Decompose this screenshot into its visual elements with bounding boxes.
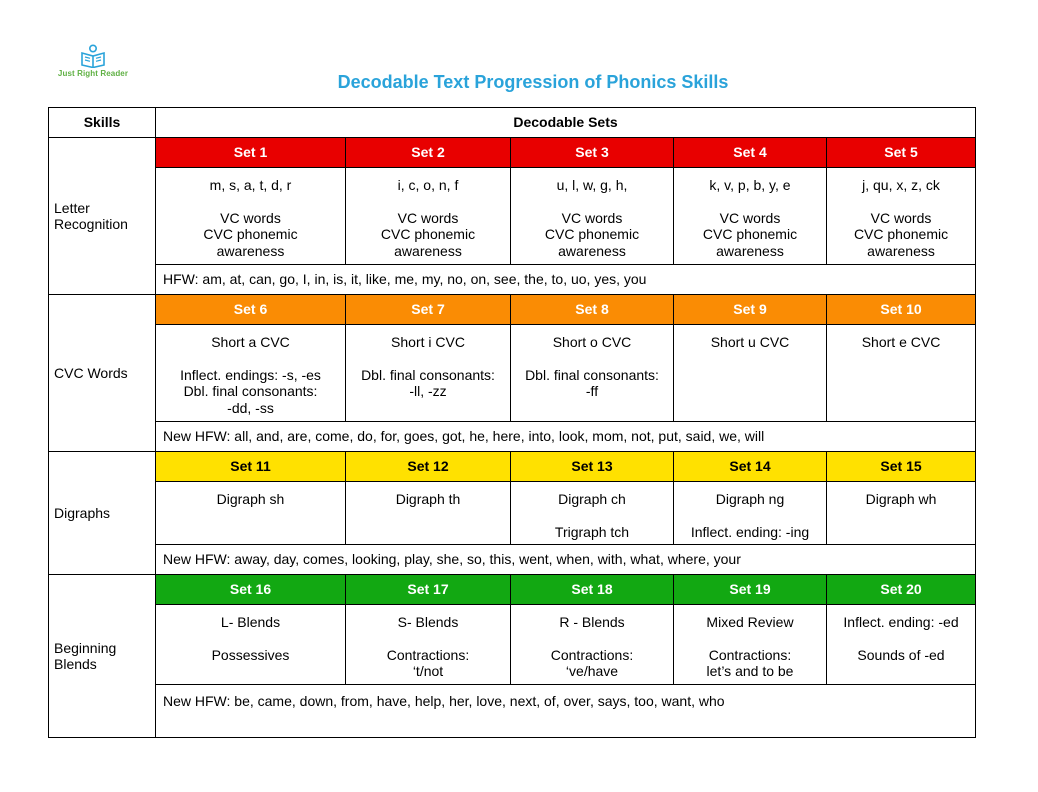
set-content (827, 482, 976, 545)
content-line: Digraph sh (216, 491, 285, 507)
set-content (674, 482, 827, 545)
set-header-row (49, 295, 976, 325)
set-header-row (49, 452, 976, 482)
set-header: Set 18 (511, 575, 674, 605)
set-header: Set 19 (674, 575, 827, 605)
set-content (827, 605, 976, 685)
content-line: Short e CVC (861, 334, 941, 350)
set-header: Set 13 (511, 452, 674, 482)
line-gap (346, 631, 510, 647)
content-line: CVC phonemic (544, 226, 640, 242)
content-line: Digraph ch (558, 491, 626, 507)
set-header: Set 3 (511, 138, 674, 168)
content-line: Mixed Review (706, 614, 794, 630)
skills-header: Skills (49, 108, 156, 138)
hfw-list: HFW: am, at, can, go, I, in, is, it, like, me, my, no, on, see, the, to, uo, yes, you (156, 265, 976, 295)
set-content (511, 325, 674, 422)
content-line: Possessives (211, 646, 290, 663)
set-content (674, 605, 827, 685)
content-line: VC words (397, 209, 459, 226)
content-line: i, c, o, n, f (397, 177, 459, 193)
set-header: Set 10 (827, 295, 976, 325)
page-title: Decodable Text Progression of Phonics Skills (337, 72, 729, 92)
content-line: -ll, -zz (409, 383, 447, 399)
set-content-row (49, 605, 976, 685)
set-content (511, 482, 674, 545)
skill-label: CVC Words (49, 295, 156, 452)
table-header-row (49, 108, 976, 138)
content-line: CVC phonemic (702, 226, 798, 242)
logo-text: Just Right Reader (57, 69, 129, 78)
content-line: Dbl. final consonants: (183, 383, 318, 399)
set-content (674, 325, 827, 422)
skill-label: Beginning Blends (49, 575, 156, 738)
content-line: ‘ve/have (565, 663, 619, 679)
set-header: Set 14 (674, 452, 827, 482)
content-line: -ff (585, 383, 599, 399)
hfw-row (49, 422, 976, 452)
content-line: Digraph wh (865, 491, 937, 507)
set-content (156, 482, 346, 545)
content-line: awareness (216, 242, 285, 259)
set-content (674, 168, 827, 265)
hfw-row (49, 545, 976, 575)
phonics-table (48, 107, 976, 738)
content-line: L- Blends (220, 614, 281, 630)
content-line: Contractions: (386, 646, 470, 663)
set-content (511, 605, 674, 685)
set-header-row (49, 138, 976, 168)
hfw-list: New HFW: all, and, are, come, do, for, goes, got, he, here, into, look, mom, not, put, said, we, will (156, 422, 976, 452)
set-content (346, 605, 511, 685)
content-line: awareness (716, 242, 784, 259)
hfw-row (49, 265, 976, 295)
content-line: u, l, w, g, h, (556, 177, 628, 193)
set-content (346, 482, 511, 545)
set-content (156, 605, 346, 685)
skill-label: Digraphs (49, 452, 156, 575)
content-line: Short u CVC (710, 334, 790, 350)
set-header: Set 15 (827, 452, 976, 482)
skill-label: Letter Recognition (49, 138, 156, 295)
content-line: CVC phonemic (853, 226, 949, 242)
content-line: Inflect. endings: -s, -es (180, 366, 321, 383)
line-gap (827, 631, 975, 647)
set-content (827, 168, 976, 265)
content-line: Contractions: (550, 646, 634, 663)
content-line: m, s, a, t, d, r (209, 177, 292, 193)
line-gap (156, 351, 345, 367)
content-line: Short i CVC (391, 334, 465, 350)
line-gap (827, 194, 975, 210)
content-line: j, qu, x, z, ck (862, 177, 940, 193)
line-gap (346, 351, 510, 367)
content-line: VC words (719, 209, 781, 226)
content-line: Trigraph tch (554, 523, 630, 540)
content-line: awareness (394, 242, 462, 259)
hfw-row (49, 685, 976, 738)
content-line: Digraph ng (715, 491, 785, 507)
line-gap (674, 508, 826, 524)
set-header: Set 6 (156, 295, 346, 325)
set-content (511, 168, 674, 265)
content-line: awareness (867, 242, 935, 259)
set-content (156, 325, 346, 422)
content-line: Digraph th (395, 491, 461, 507)
set-content-row (49, 168, 976, 265)
decodable-sets-header: Decodable Sets (156, 108, 976, 138)
set-header: Set 7 (346, 295, 511, 325)
hfw-list: New HFW: away, day, comes, looking, play, she, so, this, went, when, with, what, where, your (156, 545, 976, 575)
content-line: let’s and to be (706, 663, 794, 679)
set-header: Set 17 (346, 575, 511, 605)
content-line: CVC phonemic (203, 226, 298, 242)
set-header: Set 9 (674, 295, 827, 325)
set-content (827, 325, 976, 422)
set-header: Set 4 (674, 138, 827, 168)
line-gap (511, 194, 673, 210)
line-gap (511, 631, 673, 647)
set-header-row (49, 575, 976, 605)
set-header: Set 11 (156, 452, 346, 482)
content-line: -dd, -ss (227, 399, 274, 416)
set-header: Set 5 (827, 138, 976, 168)
content-line: Short o CVC (552, 334, 632, 350)
line-gap (156, 631, 345, 647)
content-line: CVC phonemic (380, 226, 476, 242)
content-line: VC words (561, 209, 623, 226)
content-line: k, v, p, b, y, e (709, 177, 791, 193)
content-line: Short a CVC (211, 334, 290, 350)
line-gap (156, 194, 345, 210)
content-line: R - Blends (559, 614, 625, 630)
set-content-row (49, 325, 976, 422)
content-line: Inflect. ending: -ing (690, 523, 810, 540)
set-content (346, 325, 511, 422)
set-content (346, 168, 511, 265)
line-gap (511, 508, 673, 524)
hfw-list: New HFW: be, came, down, from, have, help, her, love, next, of, over, says, too, want, who (156, 685, 976, 738)
content-line: awareness (558, 242, 626, 259)
content-line: VC words (220, 209, 281, 226)
line-gap (674, 631, 826, 647)
content-line: Inflect. ending: -ed (843, 614, 959, 630)
set-header: Set 8 (511, 295, 674, 325)
content-line: S- Blends (397, 614, 459, 630)
set-header: Set 12 (346, 452, 511, 482)
content-line: Dbl. final consonants: (361, 366, 495, 383)
set-header: Set 1 (156, 138, 346, 168)
book-reader-icon (79, 44, 107, 68)
line-gap (346, 194, 510, 210)
content-line: Sounds of -ed (857, 646, 945, 663)
content-line: Dbl. final consonants: (525, 366, 659, 383)
set-content-row (49, 482, 976, 545)
set-header: Set 2 (346, 138, 511, 168)
content-line: Contractions: (708, 646, 792, 663)
set-header: Set 16 (156, 575, 346, 605)
set-header: Set 20 (827, 575, 976, 605)
line-gap (511, 351, 673, 367)
content-line: VC words (870, 209, 932, 226)
set-content (156, 168, 346, 265)
line-gap (674, 194, 826, 210)
content-line: ‘t/not (412, 663, 444, 679)
